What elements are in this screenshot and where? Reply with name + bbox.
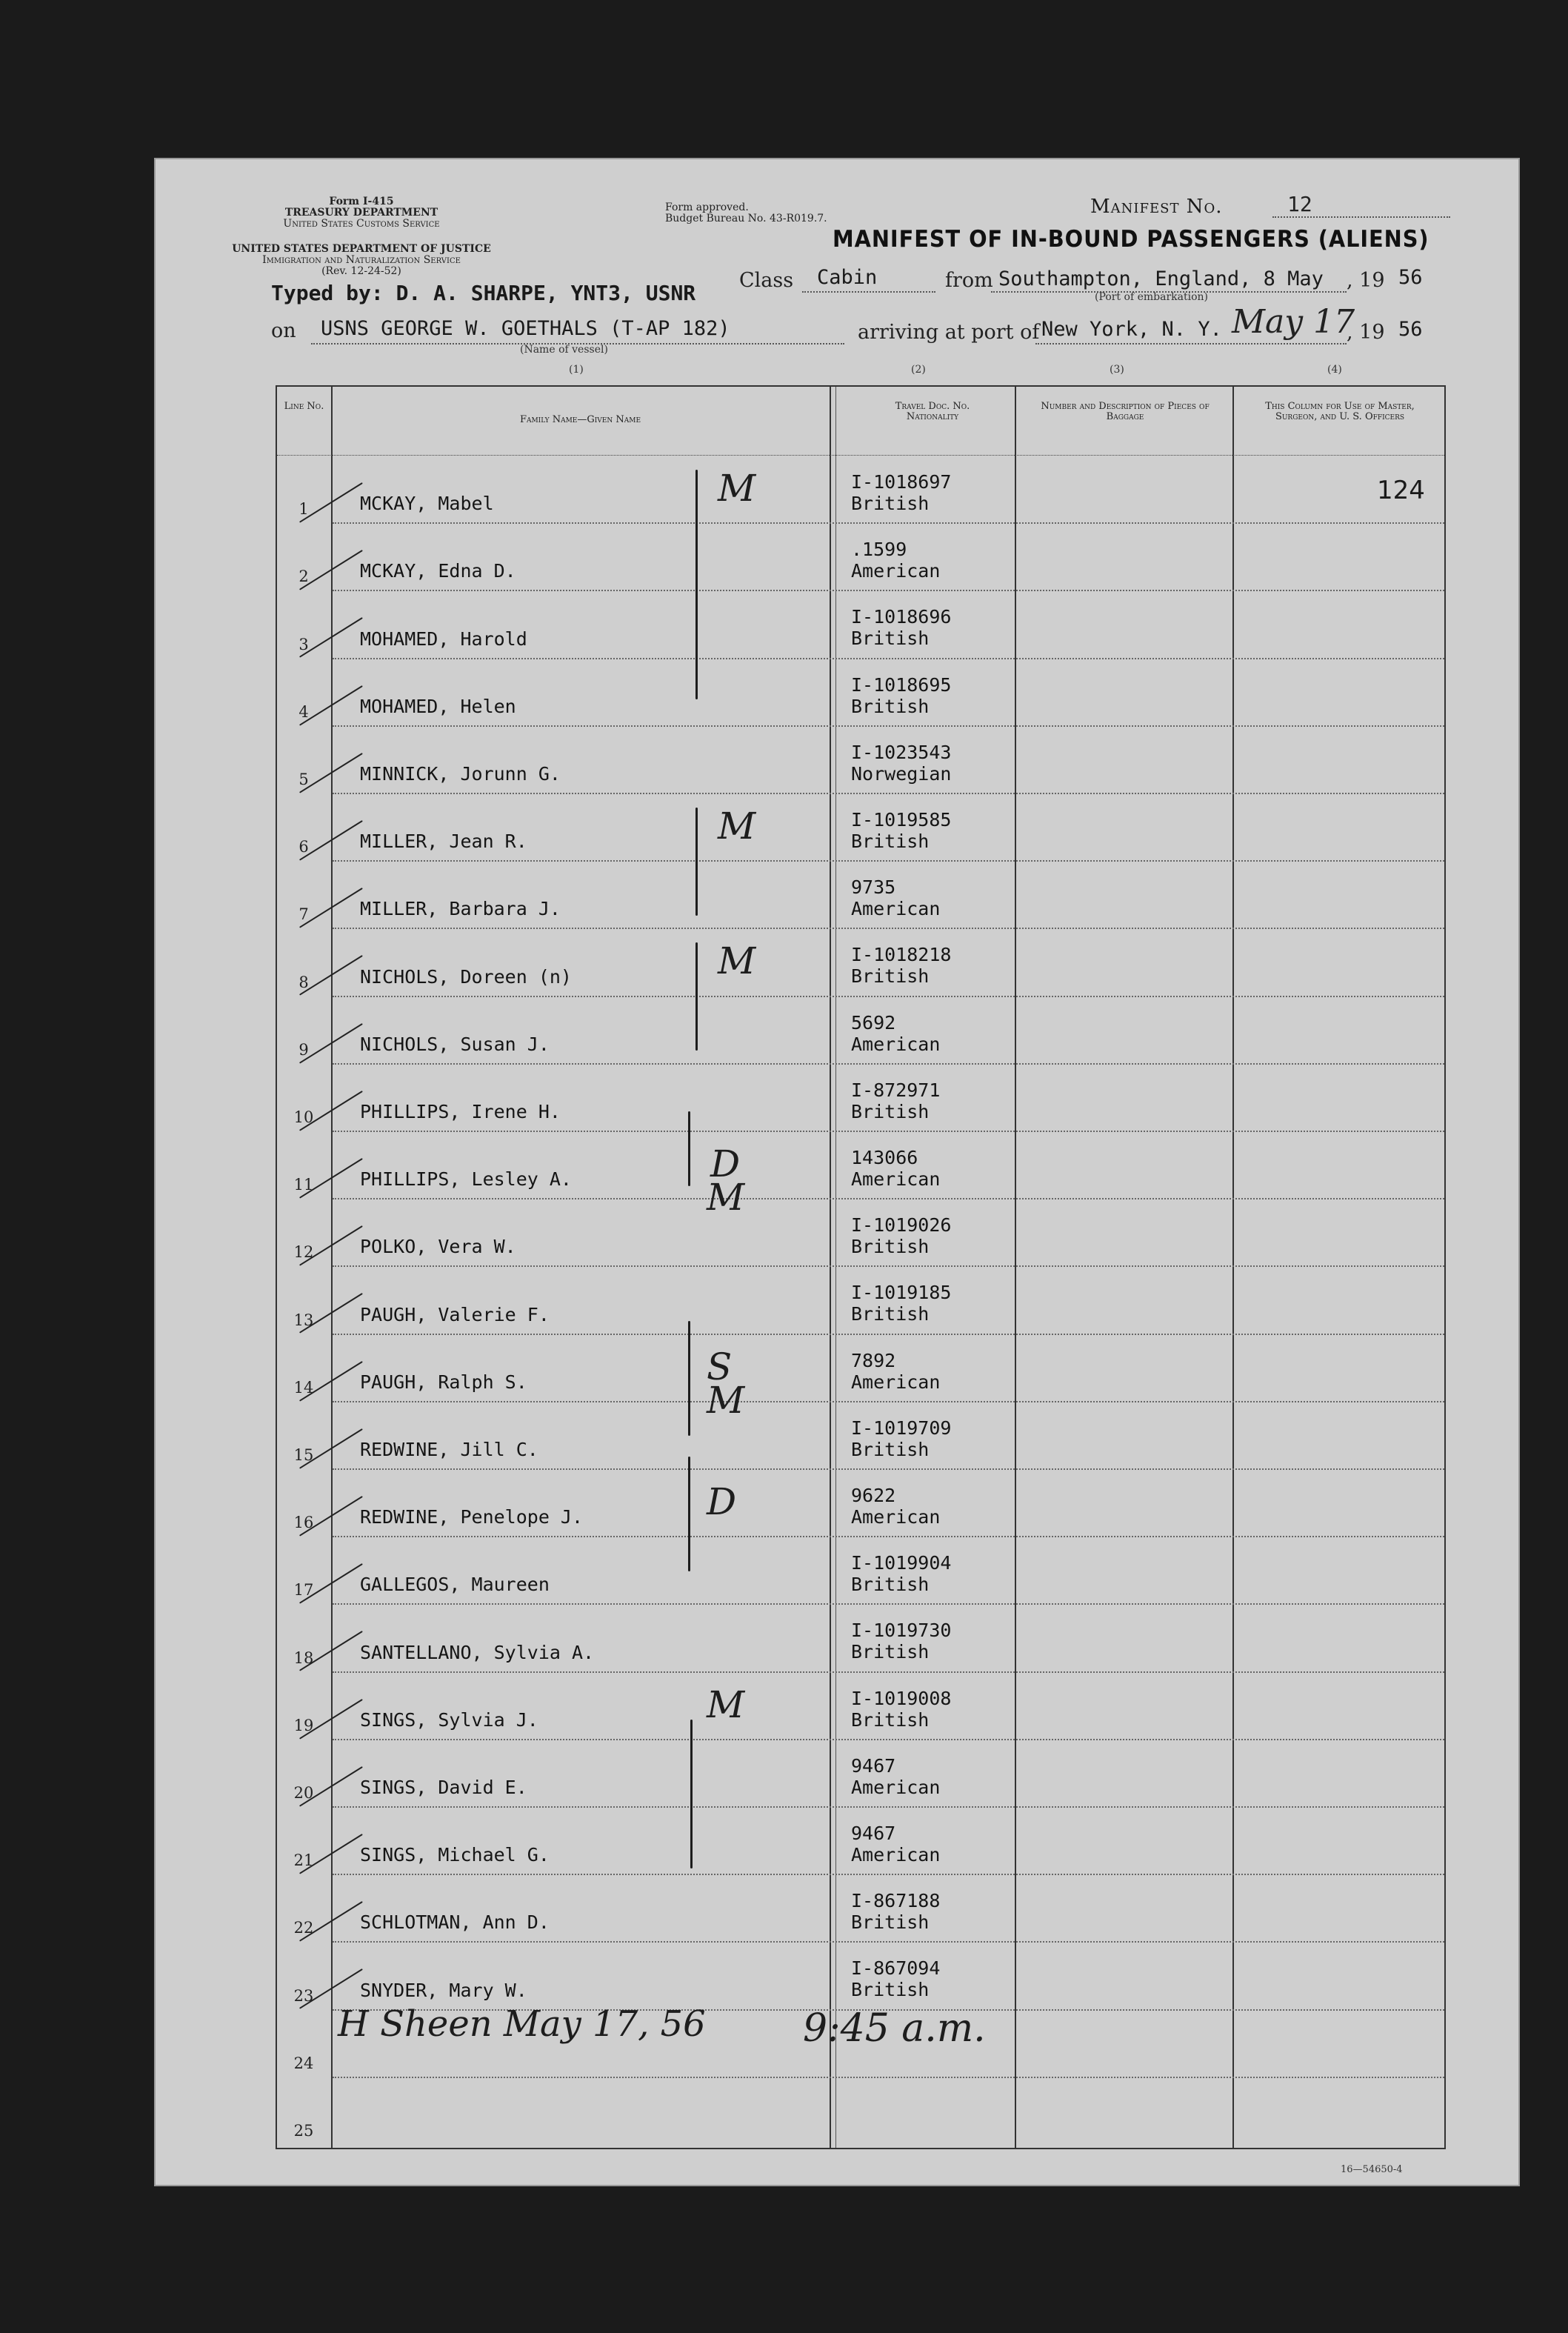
- passenger-name: SNYDER, Mary W.: [360, 1979, 527, 2001]
- nationality: British: [851, 1641, 930, 1663]
- line-number: 3: [298, 635, 309, 653]
- travel-doc-number: I-1018696: [851, 606, 952, 628]
- from-label: from: [945, 269, 993, 292]
- handwritten-mark: M: [718, 467, 756, 510]
- travel-doc-number: I-867094: [851, 1957, 941, 1980]
- travel-doc: [851, 1282, 951, 1325]
- header-col-num-3: (3): [1110, 364, 1124, 376]
- line-number: 17: [293, 1581, 314, 1600]
- col-divider: [331, 387, 333, 2148]
- travel-doc-number: I-1019585: [851, 809, 952, 831]
- class-value: Cabin: [817, 266, 878, 289]
- handwritten-bracket: [688, 1321, 690, 1436]
- line-number: 10: [293, 1108, 314, 1126]
- line-number: 20: [293, 1784, 314, 1802]
- from-value: Southampton, England, 8 May: [998, 267, 1324, 290]
- vessel-note: (Name of vessel): [520, 344, 608, 356]
- line-number: 15: [293, 1446, 314, 1464]
- row-rule: [333, 1401, 1444, 1402]
- header-col-num-4: (4): [1327, 364, 1342, 376]
- col-header-officer: This Column for Use of Master, Surgeon, and U. S. Officers: [1265, 401, 1415, 422]
- nationality: American: [851, 1844, 941, 1866]
- handwritten-bracket: [695, 808, 698, 916]
- travel-doc-number: 9467: [851, 1823, 896, 1844]
- line-number: 8: [298, 973, 309, 991]
- arrival-date-handwritten: May 17: [1232, 303, 1355, 341]
- nationality: British: [851, 493, 930, 514]
- row-rule: [333, 1265, 1444, 1267]
- nationality: British: [851, 1979, 930, 2001]
- travel-doc: [851, 1957, 940, 2000]
- travel-doc-number: I-1019185: [851, 1282, 952, 1304]
- row-rule: [333, 2077, 1444, 2078]
- class-label: Class: [739, 269, 794, 292]
- nationality: American: [851, 1506, 941, 1528]
- handwritten-mark: M: [718, 939, 756, 983]
- vessel-name: USNS GEORGE W. GOETHALS (T-AP 182): [321, 317, 730, 340]
- handwritten-bracket: [695, 942, 698, 1051]
- row-rule: [333, 1198, 1444, 1199]
- col-header-line: Line No.: [284, 401, 324, 412]
- col-header-doc: Travel Doc. No. Nationality: [895, 401, 970, 422]
- line-number: 4: [298, 702, 309, 721]
- row-rule: [333, 1671, 1444, 1673]
- row-rule: [333, 1874, 1444, 1875]
- form-number: Form I-415: [329, 196, 394, 207]
- travel-doc: [851, 944, 951, 987]
- travel-doc-number: I-1019008: [851, 1687, 952, 1709]
- handwritten-mark: D: [707, 1480, 737, 1523]
- row-rule: [333, 1468, 1444, 1470]
- travel-doc-number: I-1019026: [851, 1214, 952, 1237]
- travel-doc-number: I-1019730: [851, 1620, 952, 1642]
- travel-doc: [851, 1552, 951, 1595]
- passenger-name: MILLER, Barbara J.: [360, 898, 561, 920]
- port-embarkation-note: (Port of embarkation): [1095, 291, 1208, 303]
- travel-doc-number: 5692: [851, 1011, 896, 1034]
- inspector-signature: H Sheen May 17, 56: [338, 2003, 706, 2045]
- passenger-name: MINNICK, Jorunn G.: [360, 763, 561, 785]
- travel-doc: [851, 1147, 940, 1190]
- travel-doc: [851, 876, 940, 919]
- line-number: 19: [293, 1716, 314, 1734]
- print-code: 16—54650-4: [1341, 2164, 1403, 2175]
- row-rule: [333, 793, 1444, 794]
- passenger-name: SCHLOTMAN, Ann D.: [360, 1911, 550, 1934]
- form-approval: [665, 202, 827, 224]
- nationality: American: [851, 1776, 941, 1798]
- row-rule: [333, 860, 1444, 862]
- inspection-time: 9:45 a.m.: [803, 2006, 986, 2051]
- nationality: British: [851, 1100, 930, 1122]
- travel-doc-number: I-872971: [851, 1079, 941, 1101]
- nationality: British: [851, 1236, 930, 1258]
- row-rule: [333, 928, 1444, 929]
- passenger-name: SANTELLANO, Sylvia A.: [360, 1641, 595, 1663]
- port-arrival: New York, N. Y.: [1041, 318, 1222, 341]
- year1-prefix: , 19: [1347, 269, 1385, 292]
- passenger-name: REDWINE, Jill C.: [360, 1439, 538, 1460]
- line-number: 24: [293, 2054, 314, 2072]
- line-number: 1: [298, 500, 309, 519]
- line-number: 7: [298, 905, 309, 924]
- nationality: American: [851, 560, 941, 582]
- travel-doc: [851, 809, 951, 852]
- form-revision: (Rev. 12-24-52): [321, 265, 401, 277]
- nationality: British: [851, 1708, 930, 1731]
- passenger-name: PAUGH, Ralph S.: [360, 1371, 527, 1393]
- travel-doc-number: I-1018695: [851, 673, 952, 696]
- line-number: 13: [293, 1311, 314, 1329]
- travel-doc-number: I-1018697: [851, 471, 952, 493]
- line-number: 9: [298, 1040, 309, 1059]
- passenger-name: POLKO, Vera W.: [360, 1236, 516, 1258]
- row-rule: [333, 1941, 1444, 1943]
- handwritten-bracket: [688, 1111, 690, 1185]
- handwritten-bracket: [690, 1720, 693, 1868]
- nationality: British: [851, 831, 930, 852]
- line-number: 2: [298, 568, 309, 586]
- handwritten-mark: M: [707, 1683, 745, 1726]
- row-rule: [333, 725, 1444, 727]
- line-number: 14: [293, 1378, 314, 1397]
- on-label: on: [271, 319, 296, 342]
- travel-doc: [851, 1890, 940, 1933]
- travel-doc: [851, 1620, 951, 1663]
- handwritten-mark: M: [718, 805, 756, 848]
- handwritten-mark: M: [707, 1378, 745, 1422]
- travel-doc-number: 9467: [851, 1754, 896, 1777]
- class-underline: [802, 291, 935, 293]
- travel-doc-number: 7892: [851, 1349, 896, 1371]
- nationality: American: [851, 1168, 941, 1190]
- row-rule: [333, 1806, 1444, 1808]
- arriving-label: arriving at port of: [858, 321, 1040, 344]
- manifest-title: MANIFEST OF IN-BOUND PASSENGERS (ALIENS): [833, 226, 1429, 253]
- travel-doc: [851, 471, 951, 514]
- row-rule: [333, 590, 1444, 591]
- travel-doc: [851, 1417, 951, 1460]
- line-number: 12: [293, 1243, 314, 1262]
- dept-justice: UNITED STATES DEPARTMENT OF JUSTICE: [232, 243, 491, 255]
- passenger-name: PHILLIPS, Lesley A.: [360, 1168, 572, 1191]
- line-number: 16: [293, 1514, 314, 1532]
- line-number: 23: [293, 1986, 314, 2005]
- handwritten-mark: S: [707, 1345, 733, 1388]
- passenger-name: SINGS, David E.: [360, 1777, 527, 1798]
- passenger-name: MCKAY, Edna D.: [360, 560, 516, 582]
- line-number: 25: [293, 2122, 314, 2140]
- travel-doc: [851, 1688, 951, 1731]
- passenger-name: GALLEGOS, Maureen: [360, 1574, 550, 1596]
- line-number: 6: [298, 838, 309, 856]
- passenger-table: [276, 385, 1446, 2149]
- passenger-name: SINGS, Sylvia J.: [360, 1708, 538, 1731]
- nationality: British: [851, 965, 930, 988]
- travel-doc: [851, 1755, 940, 1798]
- travel-doc: [851, 539, 940, 582]
- row-rule: [333, 658, 1444, 659]
- nationality: British: [851, 1438, 930, 1460]
- col-divider: [830, 387, 831, 2148]
- year2-suffix: 56: [1398, 318, 1423, 341]
- row-rule: [333, 522, 1444, 524]
- travel-doc: [851, 1079, 940, 1122]
- typed-by: Typed by: D. A. SHARPE, YNT3, USNR: [271, 281, 696, 305]
- form-header-left: [243, 196, 480, 230]
- travel-doc-number: .1599: [851, 539, 907, 561]
- header-col-num-2: (2): [911, 364, 926, 376]
- header-col-num-1: (1): [569, 364, 584, 376]
- travel-doc: [851, 1823, 940, 1866]
- travel-doc-number: I-1019904: [851, 1552, 952, 1574]
- travel-doc-number: I-1019709: [851, 1417, 952, 1439]
- nationality: American: [851, 898, 941, 920]
- nationality: British: [851, 1303, 930, 1325]
- handwritten-mark: M: [707, 1176, 745, 1219]
- passenger-name: NICHOLS, Susan J.: [360, 1033, 550, 1055]
- line-number: 21: [293, 1851, 314, 1870]
- nationality: British: [851, 695, 930, 717]
- line-number: 22: [293, 1919, 314, 1937]
- passenger-name: MILLER, Jean R.: [360, 831, 527, 853]
- nationality: British: [851, 628, 930, 650]
- manifest-sheet: [154, 158, 1520, 2186]
- row-rule: [333, 1536, 1444, 1537]
- col-divider: [1232, 387, 1234, 2148]
- passenger-name: REDWINE, Penelope J.: [360, 1506, 584, 1528]
- col-divider: [835, 387, 836, 2148]
- row-rule: [333, 1334, 1444, 1335]
- arrival-underline: [1035, 343, 1347, 345]
- col-header-name: Family Name—Given Name: [519, 414, 641, 425]
- col-header-baggage: Number and Description of Pieces of Baggage: [1041, 401, 1210, 422]
- nationality: American: [851, 1371, 941, 1393]
- year1-suffix: 56: [1398, 266, 1423, 289]
- nationality: American: [851, 1033, 941, 1055]
- row-rule: [333, 1603, 1444, 1605]
- passenger-name: PAUGH, Valerie F.: [360, 1303, 550, 1325]
- handwritten-bracket: [695, 470, 698, 699]
- travel-doc: [851, 674, 951, 717]
- travel-doc: [851, 606, 951, 649]
- row-rule: [333, 1131, 1444, 1132]
- travel-doc: [851, 1214, 951, 1257]
- nationality: British: [851, 1574, 930, 1596]
- travel-doc: [851, 742, 951, 785]
- row-rule: [333, 1063, 1444, 1065]
- passenger-name: MOHAMED, Helen: [360, 695, 516, 717]
- budget-bureau: Budget Bureau No. 43-R019.7.: [665, 213, 827, 224]
- col-divider: [1015, 387, 1016, 2148]
- passenger-name: PHILLIPS, Irene H.: [360, 1101, 561, 1122]
- line-number: 11: [293, 1176, 314, 1194]
- header-rule: [277, 455, 1444, 456]
- form-header-justice: [198, 244, 524, 277]
- travel-doc-number: 9622: [851, 1485, 896, 1506]
- year2-prefix: , 19: [1347, 321, 1385, 344]
- travel-doc-number: 9735: [851, 876, 896, 899]
- passenger-name: MOHAMED, Harold: [360, 628, 527, 650]
- form-approved: Form approved.: [665, 202, 749, 213]
- officer-note: 124: [1377, 476, 1425, 505]
- travel-doc-number: I-1023543: [851, 741, 952, 763]
- nationality: British: [851, 1911, 930, 1934]
- line-number: 5: [298, 771, 309, 788]
- dept-justice-sub: Immigration and Naturalization Service: [262, 254, 461, 266]
- travel-doc: [851, 1012, 940, 1055]
- travel-doc-number: I-867188: [851, 1890, 941, 1912]
- passenger-name: MCKAY, Mabel: [360, 493, 494, 515]
- row-rule: [333, 996, 1444, 997]
- nationality: Norwegian: [851, 762, 952, 785]
- manifest-no-label: Manifest No.: [1090, 196, 1223, 218]
- dept-treasury-sub: United States Customs Service: [283, 218, 440, 230]
- passenger-name: SINGS, Michael G.: [360, 1844, 550, 1866]
- row-rule: [333, 1739, 1444, 1740]
- manifest-no-value: 12: [1272, 192, 1450, 218]
- dept-treasury: TREASURY DEPARTMENT: [284, 207, 438, 219]
- travel-doc: [851, 1350, 940, 1393]
- travel-doc: [851, 1485, 940, 1528]
- passenger-name: NICHOLS, Doreen (n): [360, 965, 572, 988]
- line-number: 18: [293, 1648, 314, 1667]
- handwritten-bracket: [688, 1457, 690, 1571]
- handwritten-mark: D: [710, 1142, 741, 1185]
- travel-doc-number: I-1018218: [851, 944, 952, 966]
- travel-doc-number: 143066: [851, 1147, 918, 1168]
